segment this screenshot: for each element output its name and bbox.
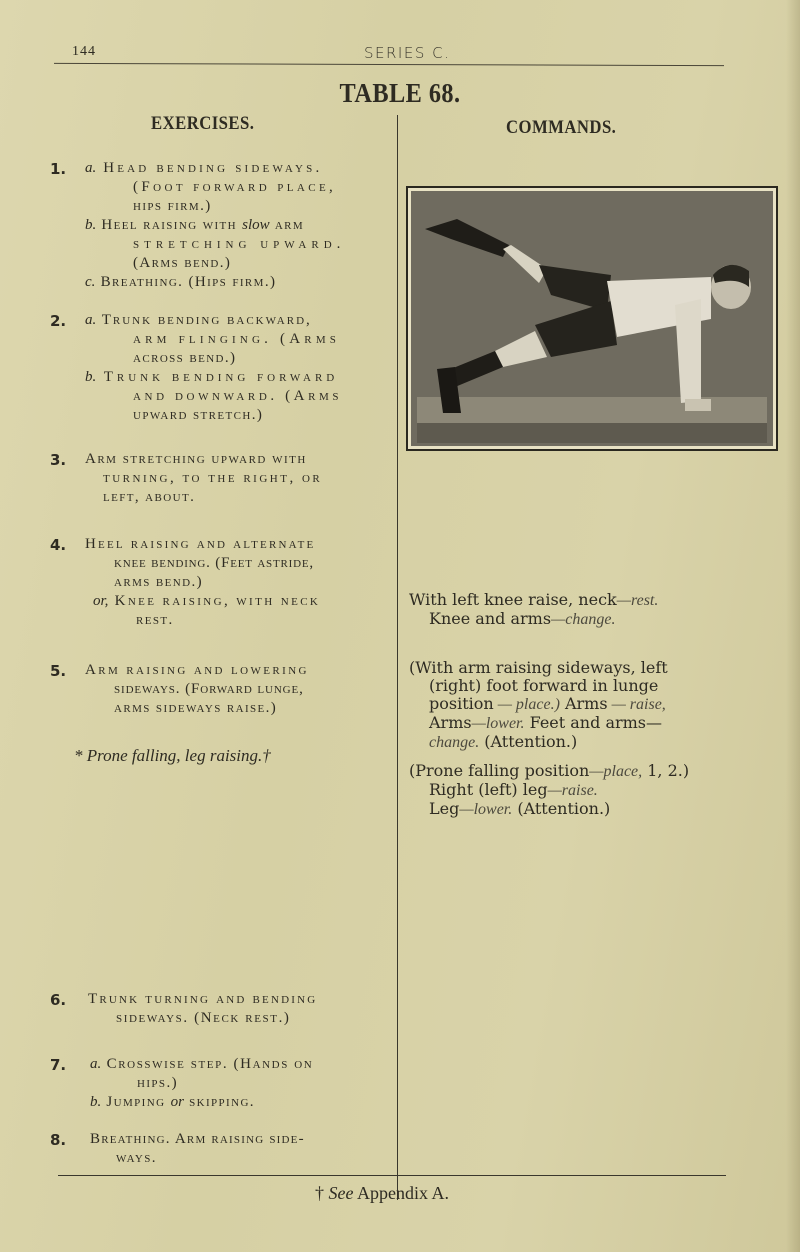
exercise-line: and downward. (Arms [133,388,343,404]
exercise-line: ways. [116,1150,157,1166]
exercise-line: sideways. (Neck rest.) [116,1010,291,1026]
exercise-line: stretching upward. [133,236,346,252]
photo-prone-falling-leg-raise [411,191,773,446]
exercise-number: 5. [50,662,67,680]
exercise-line: hips firm.) [133,198,212,214]
exercise-line: Trunk turning and bending [88,991,318,1007]
exercise-number: 3. [50,451,67,469]
footnote: † See Appendix A. [315,1183,449,1203]
exercise-line: a. Head bending sideways. [85,160,323,176]
exercise-line: arm flinging. (Arms [133,331,341,347]
command-line: Right (left) leg—raise. [429,780,598,799]
exercise-line: arms sideways raise.) [114,700,278,716]
exercise-line: (Foot forward place, [133,179,337,195]
running-title: SERIES C. [364,44,451,62]
exercise-illustration-icon [411,191,773,446]
commands-heading: COMMANDS. [506,117,617,138]
command-line: With left knee raise, neck—rest. [409,590,659,609]
command-4 [409,591,789,629]
exercise-line: b. Heel raising with slow arm [85,217,305,233]
exercise-number: 6. [50,991,67,1009]
exercise-number: 4. [50,536,67,554]
exercise-line: Heel raising and alternate [85,536,316,552]
exercise-line: arms bend.) [114,574,204,590]
command-line: Leg—lower. (Attention.) [429,799,611,818]
exercise-line: rest. [136,612,174,628]
exercise-line: turning, to the right, or [103,470,323,486]
command-line: change. (Attention.) [429,732,578,751]
exercise-line: a. Crosswise step. (Hands on [90,1056,314,1072]
exercise-line: upward stretch.) [133,407,264,423]
prone-exercise: * Prone falling, leg raising.† [74,746,271,765]
command-line: Arms—lower. Feet and arms— [429,713,663,732]
command-5 [409,659,789,752]
exercise-line: across bend.) [133,350,237,366]
page-number: 144 [72,44,96,59]
command-line: (right) foot forward in lunge [429,676,659,695]
column-divider [397,115,398,1200]
command-line: position — place.) Arms — raise, [429,694,666,713]
exercise-line: knee bending. (Feet astride, [114,555,314,571]
exercise-number: 2. [50,312,67,330]
exercise-line: left, about. [103,489,196,505]
exercise-line: (Arms bend.) [133,255,232,271]
command-line: (Prone falling position—place, 1, 2.) [409,761,690,780]
exercise-line: a. Trunk bending backward, [85,312,312,328]
dagger-icon: † [315,1183,324,1203]
exercise-line: Arm raising and lowering [85,662,309,678]
exercise-line: Breathing. Arm raising side- [90,1131,305,1147]
exercise-number: 8. [50,1131,67,1149]
photo-frame [406,186,778,451]
command-line: (With arm raising sideways, left [409,658,668,677]
table-title: TABLE 68. [339,78,461,108]
command-prone [409,762,789,819]
exercise-line: hips.) [137,1075,178,1091]
exercise-line: Arm stretching upward with [85,451,307,467]
exercise-line: sideways. (Forward lunge, [114,681,304,697]
exercise-line: b. Jumping or skipping. [90,1094,255,1110]
exercise-number: 7. [50,1056,67,1074]
exercise-line: or, Knee raising, with neck [93,593,321,609]
footnote-rule [58,1175,726,1176]
exercise-number: 1. [50,160,67,178]
exercise-line: b. Trunk bending forward [85,369,339,385]
command-line: Knee and arms—change. [429,609,616,628]
exercises-heading: EXERCISES. [151,113,255,134]
exercise-line: c. Breathing. (Hips firm.) [85,274,277,290]
